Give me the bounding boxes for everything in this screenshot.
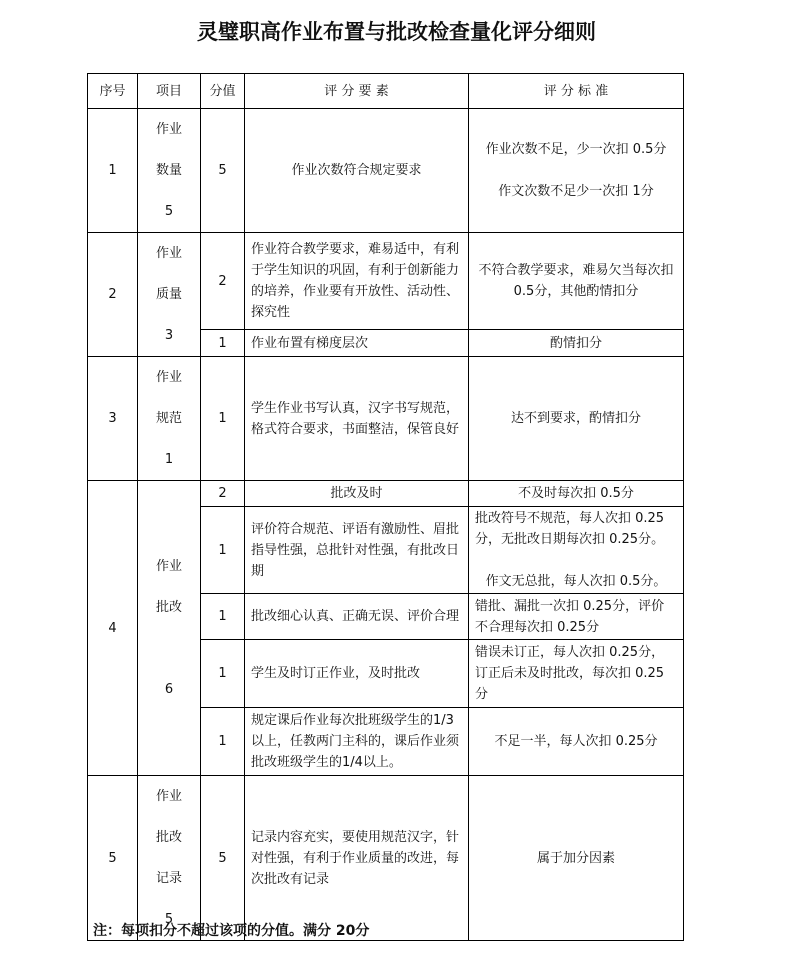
standard-cell — [469, 776, 684, 941]
header-standards: 评 分 标 准 — [469, 74, 684, 109]
seq-cell: 3 — [88, 357, 138, 481]
item-line: 5 — [164, 204, 174, 219]
standard-line: 作文次数不足少一次扣 1分 — [498, 184, 654, 199]
standard-cell — [469, 481, 684, 507]
item-line: 作业 — [155, 122, 182, 137]
standard-cell — [469, 594, 684, 640]
requirement-cell: 记录内容充实，要使用规范汉字，针对性强，有利于作业质量的改进，每次批改有记录 — [245, 776, 469, 941]
requirement-cell: 规定课后作业每次批班级学生的1/3以上，任教两门主科的，课后作业须批改班级学生的1/4以上。 — [245, 708, 469, 776]
score-cell: 5 — [201, 109, 245, 233]
score-cell: 1 — [201, 708, 245, 776]
scoring-table — [87, 73, 684, 941]
requirement-cell: 评价符合规范、评语有激励性、眉批指导性强，总批针对性强，有批改日期 — [245, 507, 469, 594]
requirement-cell: 学生作业书写认真，汉字书写规范，格式符合要求，书面整洁，保管良好 — [245, 357, 469, 481]
standard-cell — [469, 233, 684, 330]
standard-line: 酌情扣分 — [549, 335, 602, 351]
standard-line: 作业次数不足，少一次扣 0.5分 — [485, 142, 667, 157]
table-row — [88, 109, 684, 233]
standard-cell — [469, 507, 684, 594]
standard-line: 属于加分因素 — [536, 850, 615, 866]
item-line: 3 — [164, 328, 174, 343]
item-line — [144, 628, 194, 669]
score-cell: 2 — [201, 233, 245, 330]
score-cell: 2 — [201, 481, 245, 507]
header-item: 项目 — [138, 74, 201, 109]
table-row — [88, 233, 684, 330]
standard-line: 达不到要求，酌情扣分 — [510, 411, 641, 426]
document-title: 灵璧职高作业布置与批改检查量化评分细则 — [197, 20, 596, 44]
item-line: 质量 — [155, 287, 182, 302]
score-cell: 1 — [201, 357, 245, 481]
standard-cell — [469, 330, 684, 357]
item-line: 5 — [164, 912, 174, 927]
header-requirements: 评 分 要 素 — [245, 74, 469, 109]
standard-line: 错误未订正，每人次扣 0.25分，订正后未及时批改，每次扣 0.25分 — [475, 645, 665, 702]
item-cell — [138, 109, 201, 233]
requirement-cell: 批改及时 — [245, 481, 469, 507]
seq-cell: 5 — [88, 776, 138, 941]
table-row — [88, 481, 684, 507]
standard-line: 作文无总批，每人次扣 0.5分。 — [485, 574, 667, 589]
item-cell — [138, 776, 201, 941]
standard-cell — [469, 109, 684, 233]
standard-line: 不足一半，每人次扣 0.25分 — [494, 734, 658, 749]
item-line: 作业 — [155, 370, 182, 385]
standard-line: 不及时每次扣 0.5分 — [518, 486, 634, 501]
score-cell: 1 — [201, 507, 245, 594]
header-seq: 序号 — [88, 74, 138, 109]
header-row — [88, 74, 684, 109]
standard-line — [475, 550, 677, 571]
item-line: 1 — [164, 452, 174, 467]
requirement-cell: 作业次数符合规定要求 — [245, 109, 469, 233]
standard-cell — [469, 708, 684, 776]
footnote: 注：每项扣分不超过该项的分值。满分 20分 — [93, 923, 370, 939]
standard-cell — [469, 357, 684, 481]
item-cell — [138, 357, 201, 481]
header-score: 分值 — [201, 74, 245, 109]
item-line: 批改 — [155, 600, 182, 615]
item-line: 6 — [164, 682, 174, 697]
score-cell: 5 — [201, 776, 245, 941]
item-line: 记录 — [155, 871, 182, 886]
table-row — [88, 776, 684, 941]
standard-line: 错批、漏批一次扣 0.25分，评价不合理每次扣 0.25分 — [475, 598, 665, 635]
table-row — [88, 357, 684, 481]
standard-line: 不符合教学要求，难易欠当每次扣 0.5分，其他酌情扣分 — [478, 263, 674, 300]
item-line: 作业 — [155, 559, 182, 574]
item-line: 作业 — [155, 789, 182, 804]
item-line: 规范 — [155, 411, 182, 426]
score-cell: 1 — [201, 640, 245, 708]
seq-cell: 4 — [88, 481, 138, 776]
seq-cell: 1 — [88, 109, 138, 233]
seq-cell: 2 — [88, 233, 138, 357]
item-line: 数量 — [155, 163, 182, 178]
item-line: 批改 — [155, 830, 182, 845]
item-cell — [138, 233, 201, 357]
requirement-cell: 学生及时订正作业，及时批改 — [245, 640, 469, 708]
standard-line — [475, 160, 677, 181]
requirement-cell: 作业布置有梯度层次 — [245, 330, 469, 357]
score-cell: 1 — [201, 594, 245, 640]
standard-cell — [469, 640, 684, 708]
score-cell: 1 — [201, 330, 245, 357]
requirement-cell: 批改细心认真、正确无误、评价合理 — [245, 594, 469, 640]
requirement-cell: 作业符合教学要求，难易适中，有利于学生知识的巩固，有利于创新能力的培养，作业要有开放性、活动性、探究性 — [245, 233, 469, 330]
item-cell — [138, 481, 201, 776]
standard-line: 批改符号不规范，每人次扣 0.25分，无批改日期每次扣 0.25分。 — [475, 511, 665, 547]
item-line: 作业 — [155, 246, 182, 261]
